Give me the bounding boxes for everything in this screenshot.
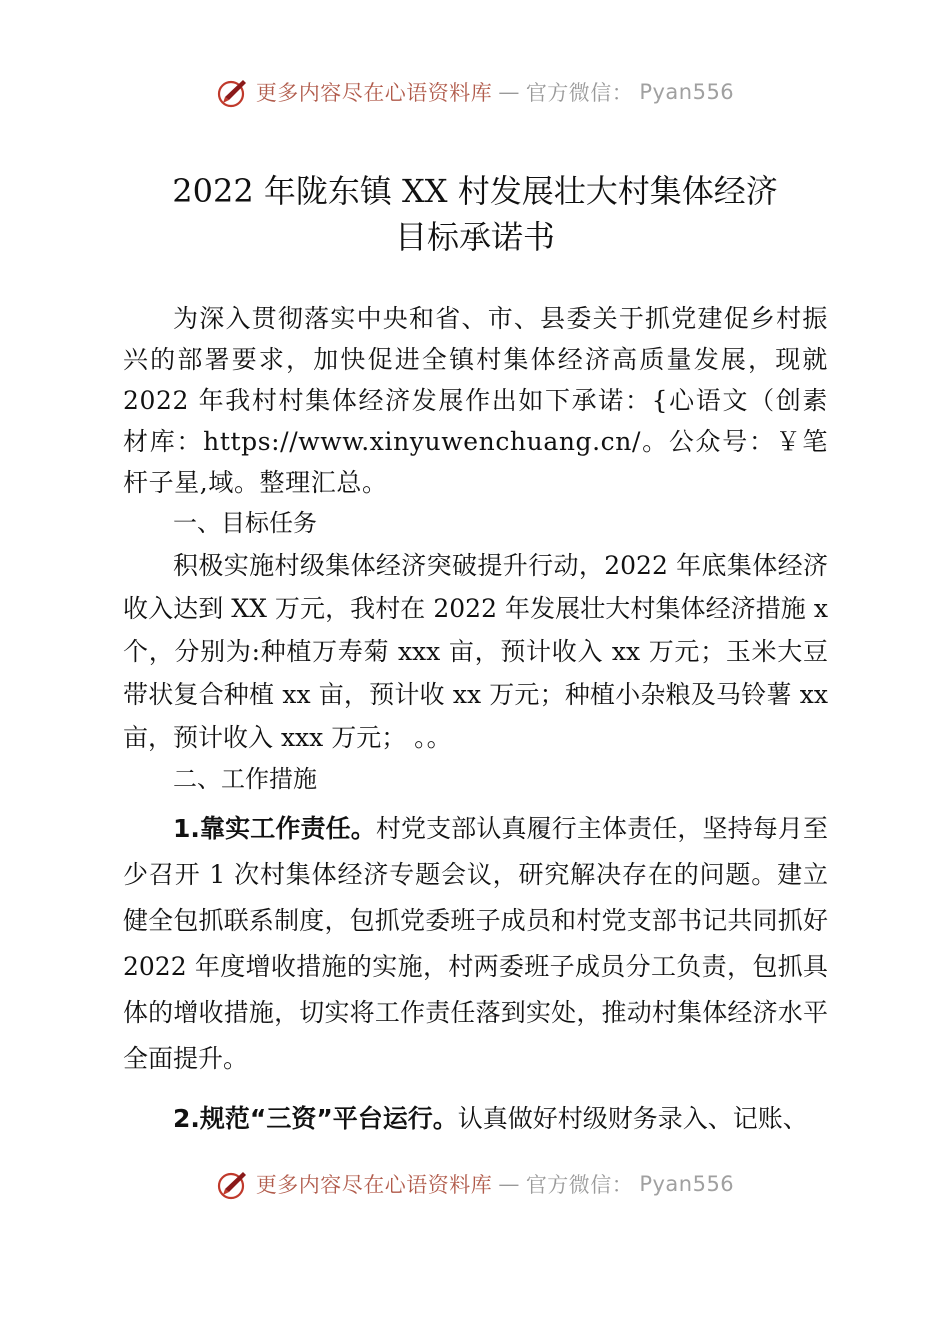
watermark-content (216, 75, 734, 109)
header-watermark-banner (0, 72, 950, 112)
intro-paragraph: 为深入贯彻落实中央和省、市、县委关于抓党建促乡村振兴的部署要求，加快促进全镇村集体经济高质量发展，现就2022 年我村村集体经济发展作出如下承诺：{心语文（创素材库：https://www.xinyuwenchuang.cn/。公众号：￥笔杆子星,域。整理汇总。 (123, 304, 828, 497)
separator-dash: — (498, 1172, 520, 1196)
footer-watermark-banner (0, 1164, 950, 1204)
measure-1-title: 1.靠实工作责任。 (173, 814, 376, 843)
section-heading-measures: 二、工作措施 (173, 765, 317, 793)
measure-2-paragraph (123, 1096, 828, 1142)
pen-logo-icon (216, 75, 250, 109)
measure-1-paragraph (123, 806, 828, 1082)
measure-2-title: 2.规范“三资”平台运行。 (173, 1104, 458, 1133)
separator-dash: — (498, 80, 520, 104)
goals-paragraph: 积极实施村级集体经济突破提升行动，2022 年底集体经济收入达到 XX 万元，我村在 2022 年发展壮大村集体经济措施 x 个，分别为:种植万寿菊 xxx 亩，预计收入 xx 万元；玉米大豆带状复合种植 xx 亩，预计收 xx 万元；种植小杂粮及马铃薯 xx 亩，预计收入 xxx 万元； 。。 (123, 551, 828, 752)
title-line-2: 目标承诺书 (394, 218, 555, 256)
promo-text: 更多内容尽在心语资料库 (255, 81, 493, 105)
document-body (123, 298, 828, 1142)
wechat-label: 官方微信： (525, 1173, 634, 1197)
measure-2-body: 认真做好村级财务录入、记账、 (457, 1104, 808, 1133)
watermark-content (216, 1167, 734, 1201)
measure-1-body: 村党支部认真履行主体责任，坚持每月至少召开 1 次村集体经济专题会议，研究解决存在的问题。建立健全包抓联系制度，包抓党委班子成员和村党支部书记共同抓好2022 年度增收措施的实施，村两委班子成员分工负责，包抓具体的增收措施，切实将工作责任落到实处，推动村集体经济水平全面提升。 (123, 814, 828, 1073)
title-line-1: 2022 年陇东镇 XX 村发展壮大村集体经济 (172, 172, 778, 210)
wechat-id: Pyan556 (639, 1172, 735, 1196)
pen-logo-icon (216, 1167, 250, 1201)
wechat-label: 官方微信： (525, 81, 634, 105)
section-heading-goals: 一、目标任务 (173, 509, 317, 537)
wechat-id: Pyan556 (639, 80, 735, 104)
promo-text: 更多内容尽在心语资料库 (255, 1173, 493, 1197)
document-title (0, 168, 950, 260)
